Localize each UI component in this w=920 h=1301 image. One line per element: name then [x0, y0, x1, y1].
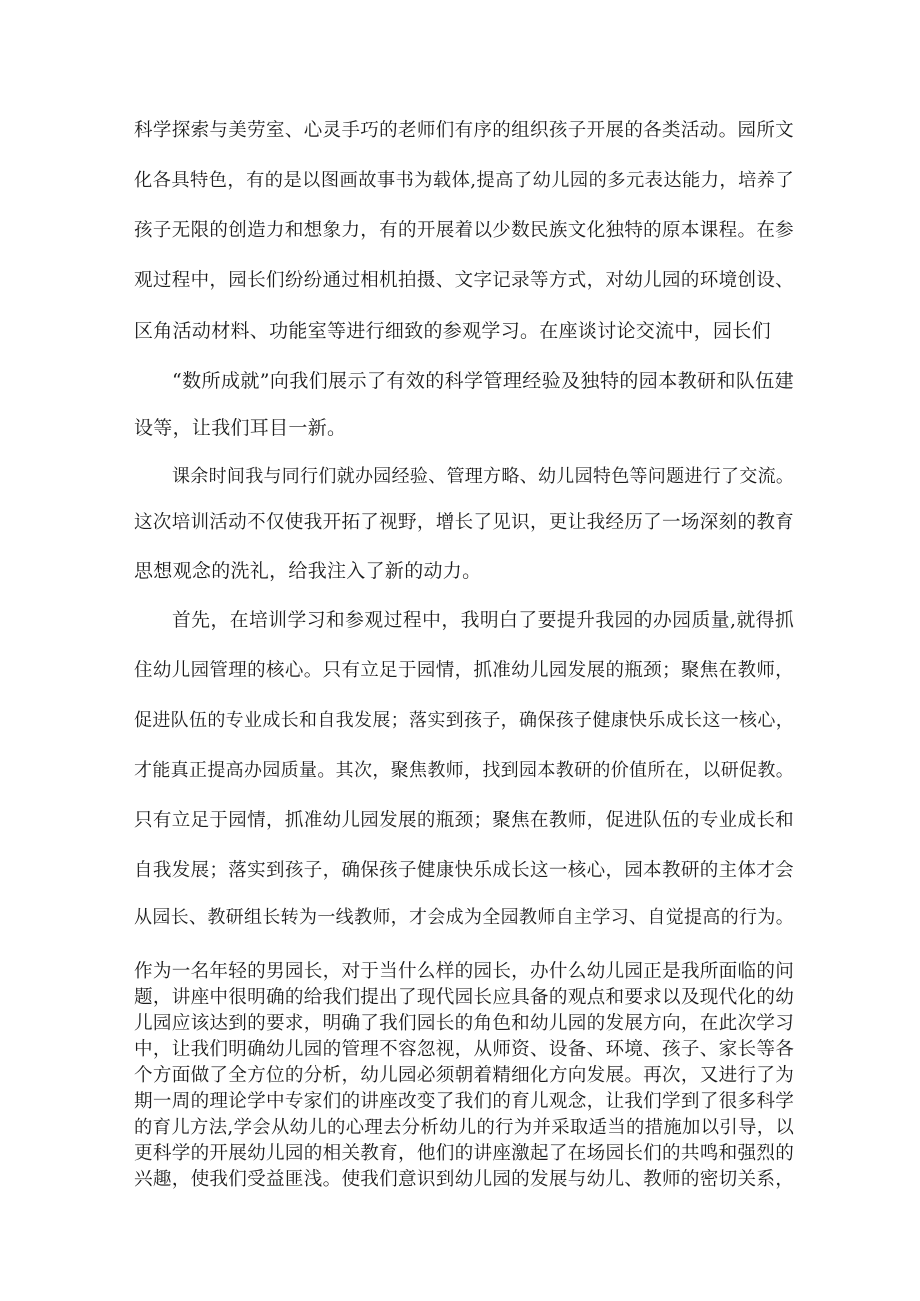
paragraph-line: 题，讲座中很明确的给我们提出了现代园长应具备的观点和要求以及现代化的幼	[134, 987, 794, 1008]
paragraph-line: 的育儿方法,学会从幼儿的心理去分析幼儿的行为并采取适当的措施加以引导，以	[134, 1117, 794, 1138]
paragraph-line: 只有立足于园情，抓准幼儿园发展的瓶颈；聚焦在教师，促进队伍的专业成长和	[134, 810, 794, 831]
paragraph-line: 这次培训活动不仅使我开拓了视野，增长了见识，更让我经历了一场深刻的教育	[134, 512, 794, 533]
paragraph-line: 观过程中，园长们纷纷通过相机拍摄、文字记录等方式，对幼儿园的环境创设、	[134, 270, 794, 291]
paragraph-line: 住幼儿园管理的核心。只有立足于园情，抓准幼儿园发展的瓶颈；聚焦在教师，	[134, 660, 794, 681]
paragraph-line: 更科学的开展幼儿园的相关教育，他们的讲座激起了在场园长们的共鸣和强烈的	[134, 1143, 794, 1164]
paragraph-line: 个方面做了全方位的分析，幼儿园必须朝着精细化方向发展。再次，又进行了为	[134, 1065, 794, 1086]
paragraph-line: 课余时间我与同行们就办园经验、管理方略、幼儿园特色等问题进行了交流。	[172, 466, 795, 487]
paragraph-line: 中，让我们明确幼儿园的管理不容忽视，从师资、设备、环境、孩子、家长等各	[134, 1039, 794, 1060]
paragraph-line: 从园长、教研组长转为一线教师，才会成为全园教师自主学习、自觉提高的行为。	[134, 907, 794, 928]
paragraph-line: 科学探索与美劳室、心灵手巧的老师们有序的组织孩子开展的各类活动。园所文	[134, 120, 794, 141]
paragraph-line: 设等，让我们耳目一新。	[134, 417, 347, 439]
paragraph-line: 孩子无限的创造力和想象力，有的开展着以少数民族文化独特的原本课程。在参	[134, 220, 794, 241]
paragraph-line: 化各具特色，有的是以图画故事书为载体,提高了幼儿园的多元表达能力，培养了	[134, 170, 794, 191]
paragraph-line: 才能真正提高办园质量。其次，聚焦教师，找到园本教研的价值所在，以研促教。	[134, 760, 794, 781]
paragraph-line: 区角活动材料、功能室等进行细致的参观学习。在座谈讨论交流中，园长们	[134, 320, 771, 342]
paragraph-line: 首先，在培训学习和参观过程中，我明白了要提升我园的办园质量,就得抓	[172, 610, 794, 631]
paragraph-line: 兴趣，使我们受益匪浅。使我们意识到幼儿园的发展与幼儿、教师的密切关系，	[134, 1169, 794, 1190]
paragraph-line: 期一周的理论学中专家们的讲座改变了我们的育儿观念，让我们学到了很多科学	[134, 1091, 794, 1112]
paragraph-line: 儿园应该达到的要求，明确了我们园长的角色和幼儿园的发展方向，在此次学习	[134, 1013, 794, 1034]
paragraph-line: 思想观念的洗礼，给我注入了新的动力。	[134, 560, 482, 582]
paragraph-line: 自我发展；落实到孩子，确保孩子健康快乐成长这一核心，园本教研的主体才会	[134, 860, 794, 881]
paragraph-line: “数所成就”向我们展示了有效的科学管理经验及独特的园本教研和队伍建	[172, 370, 794, 392]
paragraph-line: 作为一名年轻的男园长，对于当什么样的园长，办什么幼儿园正是我所面临的问	[134, 961, 794, 982]
paragraph-line: 促进队伍的专业成长和自我发展；落实到孩子，确保孩子健康快乐成长这一核心，	[134, 710, 794, 731]
